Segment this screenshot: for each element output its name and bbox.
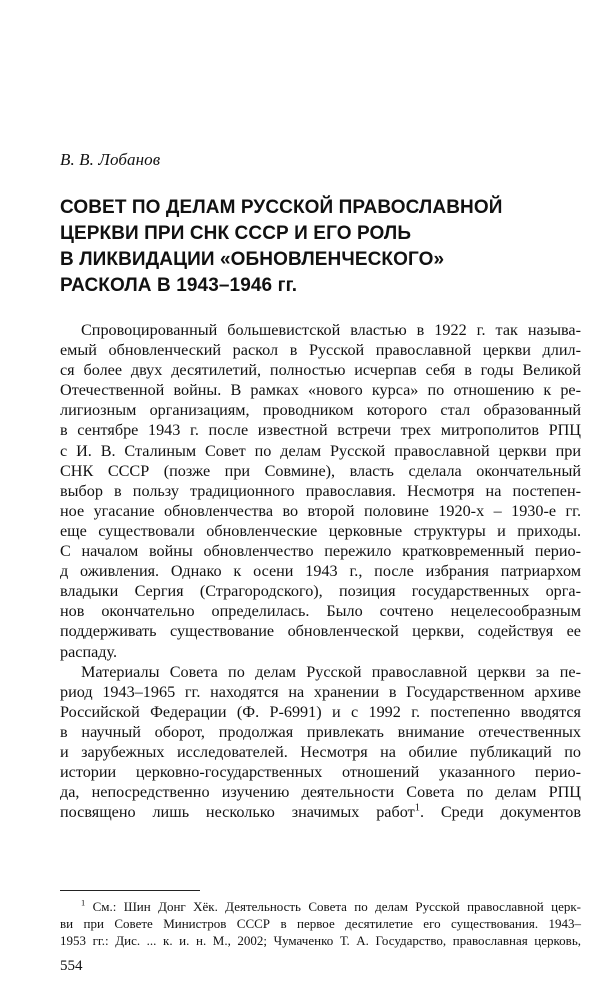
text-line: СНК СССР (позже при Совмине), власть сделала окончательный	[60, 461, 581, 480]
text-line: распаду.	[60, 642, 118, 661]
article-title	[60, 195, 560, 299]
text-line	[60, 802, 581, 822]
footnote-line	[60, 898, 581, 915]
text-line: Российской Федерации (Ф. Р-6991) и с 1992 г. постепенно вводятся	[60, 702, 581, 721]
text-line: поддерживать существование обновленческой церкви, содействуя ее	[60, 622, 581, 641]
text-line: С началом войны обновленчество пережило кратковременный перио-	[60, 542, 581, 561]
text-line: риод 1943–1965 гг. находятся на хранении в Государственном архиве	[60, 682, 581, 701]
footnote-line: ви при Совете Министров СССР в первое десятилетие его существования. 1943–	[60, 916, 581, 931]
text-line: лигиозным организациям, проводником которого стал образованный	[60, 401, 581, 420]
text-line: владыки Сергия (Страгородского), позиция государственных орга-	[60, 582, 581, 601]
footnote-ref[interactable]: 1	[414, 802, 420, 814]
text-line: в научный оборот, продолжая привлекать внимание отечественных	[60, 722, 581, 741]
text-line: выбор в пользу традиционного православия. Несмотря на постепен-	[60, 481, 581, 500]
title-line: РАСКОЛА В 1943–1946 гг.	[60, 275, 298, 296]
text-line: еще существовали обновленческие церковные структуры и приходы.	[60, 521, 581, 540]
text-line: Материалы Совета по делам Русской православной церкви за пе-	[81, 662, 581, 681]
text-segment: посвящено лишь несколько значимых работ	[60, 803, 415, 822]
paragraph-1	[60, 320, 581, 662]
footnote	[60, 898, 581, 949]
paragraph-2	[60, 662, 581, 823]
text-line: Спровоцированный большевистской властью в 1922 г. так называ-	[81, 321, 581, 339]
title-line: СОВЕТ ПО ДЕЛАМ РУССКОЙ ПРАВОСЛАВНОЙ	[60, 197, 503, 218]
text-line: емый обновленческий раскол в Русской православной церкви длил-	[60, 341, 581, 360]
article-body	[60, 320, 581, 822]
title-line: ЦЕРКВИ ПРИ СНК СССР И ЕГО РОЛЬ	[60, 223, 412, 244]
text-line: да, непосредственно изучению деятельности Совета по делам РПЦ	[60, 783, 581, 802]
footnote-divider	[60, 890, 200, 891]
footnote-marker: 1	[81, 897, 86, 908]
text-line: в сентябре 1943 г. после известной встречи трех митрополитов РПЦ	[60, 421, 581, 440]
title-line: В ЛИКВИДАЦИИ «ОБНОВЛЕНЧЕСКОГО»	[60, 249, 445, 270]
author-name: В. В. Лобанов	[60, 150, 161, 169]
text-segment: См.: Шин Донг Хёк. Деятельность Совета по делам Русской православной церк-	[92, 899, 581, 914]
text-line: и зарубежных исследователей. Несмотря на обилие публикаций по	[60, 742, 581, 761]
text-line: д оживления. Однако к осени 1943 г., после избрания патриархом	[60, 562, 581, 581]
text-line: истории церковно-государственных отношений указанного перио-	[60, 763, 581, 782]
text-line: ное угасание обновленчества во второй половине 1920-х – 1930-е гг.	[60, 501, 581, 520]
text-line: с И. В. Сталиным Совет по делам Русской православной церкви при	[60, 441, 581, 460]
text-segment: . Среди документов	[419, 803, 582, 822]
footnote-line: 1953 гг.: Дис. ... к. и. н. М., 2002; Чумаченко Т. А. Государство, православная церковь,	[60, 933, 581, 948]
text-line: ся более двух десятилетий, полностью исчерпав себя в годы Великой	[60, 361, 581, 380]
text-line: Отечественной войны. В рамках «нового курса» по отношению к ре-	[60, 381, 581, 400]
text-line: нов окончательно определилась. Было сочтено нецелесообразным	[60, 602, 581, 621]
page-number: 554	[60, 958, 83, 974]
